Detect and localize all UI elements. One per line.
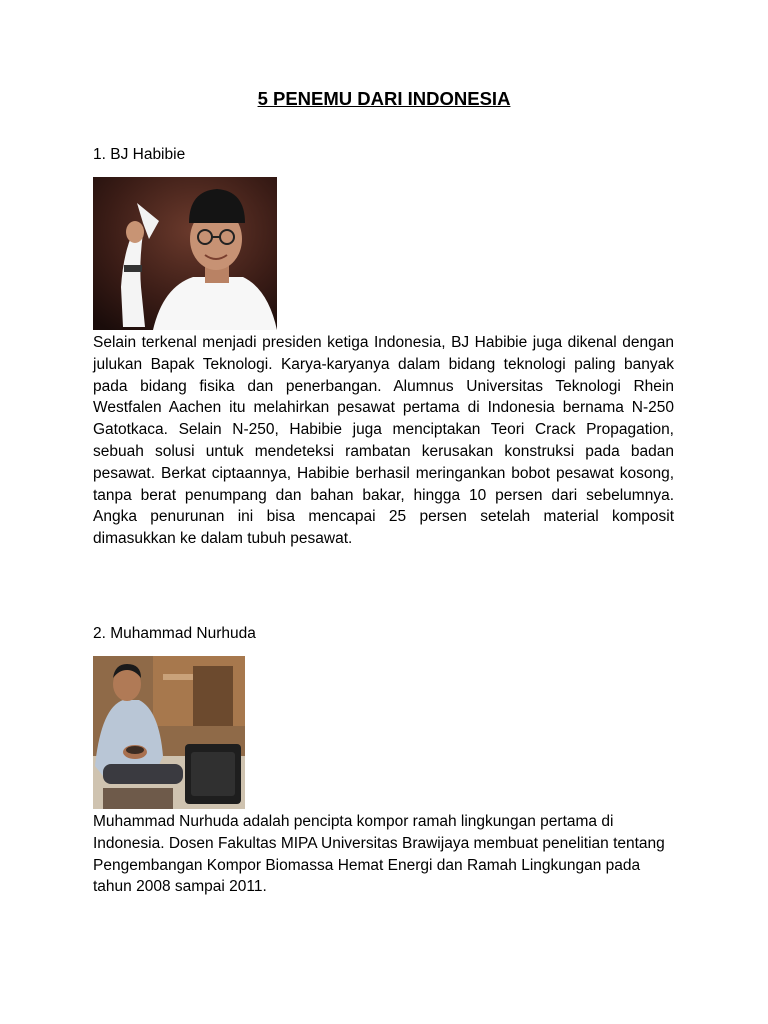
habibie-photo (93, 177, 277, 330)
section-paragraph-habibie: Selain terkenal menjadi presiden ketiga Indonesia, BJ Habibie juga dikenal dengan julukan Bapak Teknologi. Karya-karyanya dalam bidang teknologi paling banyak pada bidang fisika dan penerbangan. Alumnus Universitas Teknologi Rhein Westfalen Aachen itu melahirkan pesawat pertama di Indonesia bernama N-250 Gatotkaca. Selain N-250, Habibie juga menciptakan Teori Crack Propagation, sebuah solusi untuk mendeteksi rambatan kerusakan konstruksi pada badan pesawat. Berkat ciptaannya, Habibie berhasil meringankan bobot pesawat kosong, tanpa berat penumpang dan bahan bakar, hingga 10 persen dari sebelumnya. Angka penurunan ini bisa mencapai 25 persen setelah material komposit dimasukkan ke dalam tubuh pesawat. (93, 334, 674, 548)
section-heading-habibie: 1. BJ Habibie (93, 146, 186, 163)
section-heading-nurhuda: 2. Muhammad Nurhuda (93, 625, 256, 642)
document-title: 5 PENEMU DARI INDONESIA (257, 88, 511, 109)
nurhuda-photo (93, 656, 245, 809)
section-paragraph-nurhuda: Muhammad Nurhuda adalah pencipta kompor ramah lingkungan pertama di Indonesia. Dosen Fakultas MIPA Universitas Brawijaya membuat penelitian tentang Pengembangan Kompor Biomassa Hemat Energi dan Ramah Lingkungan pada tahun 2008 sampai 2011. (93, 813, 665, 896)
